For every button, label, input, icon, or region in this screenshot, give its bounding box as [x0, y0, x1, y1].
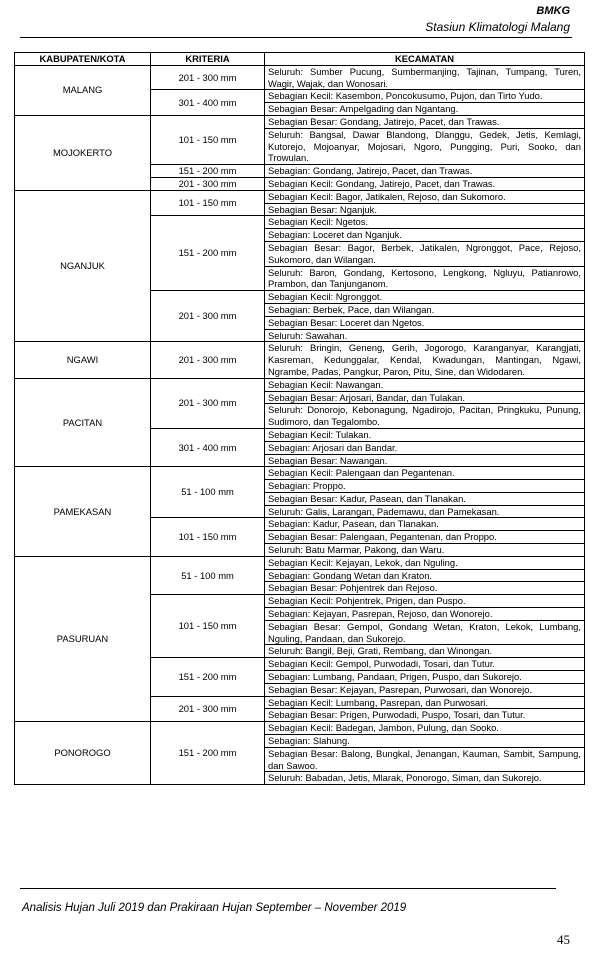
page-number: 45 [557, 932, 570, 947]
kabupaten-cell: NGAWI [15, 342, 151, 378]
kriteria-cell: 201 - 300 mm [151, 177, 265, 190]
kecamatan-cell: Sebagian Kecil: Ngetos. [265, 216, 585, 229]
kecamatan-cell: Sebagian Kecil: Palengaan dan Pegantenan. [265, 467, 585, 480]
kecamatan-cell: Sebagian Besar: Balong, Bungkal, Jenangan, Kauman, Sambit, Sampung, dan Sawoo. [265, 747, 585, 772]
kabupaten-cell: PASURUAN [15, 556, 151, 721]
kabupaten-cell: PONOROGO [15, 722, 151, 785]
column-header-kriteria: KRITERIA [151, 53, 265, 66]
kriteria-cell: 101 - 150 mm [151, 518, 265, 556]
kecamatan-cell: Sebagian Kecil: Gempol, Purwodadi, Tosari, dan Tutur. [265, 658, 585, 671]
table-row [15, 342, 585, 378]
table-row [15, 115, 585, 128]
table-body [15, 65, 585, 784]
header-org: BMKG [536, 5, 570, 17]
table-row [15, 378, 585, 391]
kabupaten-cell: PAMEKASAN [15, 467, 151, 557]
kabupaten-cell: MOJOKERTO [15, 115, 151, 190]
kecamatan-cell: Sebagian: Loceret dan Nganjuk. [265, 229, 585, 242]
kecamatan-cell: Seluruh: Bangsal, Dawar Blandong, Dlanggu, Gedek, Jetis, Kemlagi, Kutorejo, Mojoanyar, Mojosari, Ngoro, Pungging, Puri, Sooko, dan Trowulan. [265, 128, 585, 164]
kecamatan-cell: Sebagian: Proppo. [265, 480, 585, 493]
kriteria-cell: 151 - 200 mm [151, 216, 265, 291]
kecamatan-cell: Seluruh: Bringin, Geneng, Gerih, Jogorogo, Karanganyar, Karangjati, Kasreman, Kedunggalar, Kendal, Kwadungan, Mantingan, Ngawi, Ngrambe, Padas, Pangkur, Paron, Pitu, Sine, dan Widodaren. [265, 342, 585, 378]
table-row [15, 722, 585, 735]
kriteria-cell: 101 - 150 mm [151, 190, 265, 216]
kecamatan-cell: Sebagian Besar: Prigen, Purwodadi, Puspo, Tosari, dan Tutur. [265, 709, 585, 722]
kriteria-cell: 301 - 400 mm [151, 428, 265, 466]
table-row [15, 65, 585, 90]
kecamatan-cell: Seluruh: Sumber Pucung, Sumbermanjing, Tajinan, Tumpang, Turen, Wagir, Wajak, dan Wonosari. [265, 65, 585, 90]
kecamatan-cell: Sebagian Besar: Loceret dan Ngetos. [265, 316, 585, 329]
kecamatan-cell: Sebagian Kecil: Badegan, Jambon, Pulung, dan Sooko. [265, 722, 585, 735]
kecamatan-cell: Seluruh: Galis, Larangan, Pademawu, dan Pamekasan. [265, 505, 585, 518]
kecamatan-cell: Sebagian Kecil: Pohjentrek, Prigen, dan Puspo. [265, 595, 585, 608]
kecamatan-cell: Sebagian: Lumbang, Pandaan, Prigen, Puspo, dan Sukorejo. [265, 671, 585, 684]
kecamatan-cell: Sebagian: Gondang, Jatirejo, Pacet, dan Trawas. [265, 165, 585, 178]
kecamatan-cell: Seluruh: Sawahan. [265, 329, 585, 342]
kecamatan-cell: Seluruh: Bangil, Beji, Grati, Rembang, dan Winongan. [265, 645, 585, 658]
kriteria-cell: 151 - 200 mm [151, 722, 265, 785]
kecamatan-cell: Sebagian Besar: Nawangan. [265, 454, 585, 467]
kecamatan-cell: Sebagian Besar: Kadur, Pasean, dan Tlanakan. [265, 492, 585, 505]
kecamatan-cell: Sebagian Besar: Bagor, Berbek, Jatikalen, Ngronggot, Pace, Rejoso, Sukomoro, dan Wilangan. [265, 241, 585, 266]
kecamatan-cell: Sebagian: Gondang Wetan dan Kraton. [265, 569, 585, 582]
kecamatan-cell: Sebagian Besar: Kejayan, Pasrepan, Purwosari, dan Wonorejo. [265, 683, 585, 696]
kriteria-cell: 51 - 100 mm [151, 556, 265, 594]
kecamatan-cell: Sebagian Kecil: Lumbang, Pasrepan, dan Purwosari. [265, 696, 585, 709]
kecamatan-cell: Sebagian Besar: Gondang, Jatirejo, Pacet, dan Trawas. [265, 115, 585, 128]
kecamatan-cell: Sebagian Kecil: Kejayan, Lekok, dan Nguling. [265, 556, 585, 569]
kecamatan-cell: Sebagian Kecil: Kasembon, Poncokusumo, Pujon, dan Tirto Yudo. [265, 90, 585, 103]
kecamatan-cell: Sebagian Kecil: Ngronggot. [265, 291, 585, 304]
kriteria-cell: 151 - 200 mm [151, 658, 265, 696]
table-row [15, 467, 585, 480]
kecamatan-cell: Sebagian Kecil: Gondang, Jatirejo, Pacet, dan Trawas. [265, 177, 585, 190]
footer-rule [20, 888, 556, 889]
kecamatan-cell: Seluruh: Babadan, Jetis, Mlarak, Ponorogo, Siman, dan Sukorejo. [265, 772, 585, 785]
kecamatan-cell: Sebagian Besar: Nganjuk. [265, 203, 585, 216]
kecamatan-cell: Sebagian Besar: Gempol, Gondang Wetan, Kraton, Lekok, Lumbang, Nguling, Pandaan, dan Sukorejo. [265, 620, 585, 645]
kriteria-cell: 201 - 300 mm [151, 378, 265, 428]
table-header-row [15, 53, 585, 66]
rainfall-table [14, 52, 585, 785]
kecamatan-cell: Sebagian: Berbek, Pace, dan Wilangan. [265, 303, 585, 316]
kriteria-cell: 201 - 300 mm [151, 65, 265, 90]
kriteria-cell: 201 - 300 mm [151, 291, 265, 342]
kriteria-cell: 201 - 300 mm [151, 696, 265, 722]
kriteria-cell: 101 - 150 mm [151, 115, 265, 164]
kriteria-cell: 151 - 200 mm [151, 165, 265, 178]
kabupaten-cell: NGANJUK [15, 190, 151, 342]
kecamatan-cell: Sebagian: Kejayan, Pasrepan, Rejoso, dan Wonorejo. [265, 608, 585, 621]
kecamatan-cell: Sebagian Kecil: Tulakan. [265, 428, 585, 441]
kecamatan-cell: Sebagian Besar: Pohjentrek dan Rejoso. [265, 582, 585, 595]
kecamatan-cell: Seluruh: Batu Marmar, Pakong, dan Waru. [265, 544, 585, 557]
kabupaten-cell: MALANG [15, 65, 151, 115]
kriteria-cell: 301 - 400 mm [151, 90, 265, 116]
kecamatan-cell: Sebagian: Kadur, Pasean, dan Tlanakan. [265, 518, 585, 531]
kecamatan-cell: Sebagian Besar: Palengaan, Pegantenan, dan Proppo. [265, 531, 585, 544]
kecamatan-cell: Sebagian: Slahung. [265, 735, 585, 748]
column-header-kecamatan: KECAMATAN [265, 53, 585, 66]
footer-text: Analisis Hujan Juli 2019 dan Prakiraan Hujan September – November 2019 [22, 902, 407, 914]
kecamatan-cell: Sebagian: Arjosari dan Bandar. [265, 441, 585, 454]
kabupaten-cell: PACITAN [15, 378, 151, 467]
kriteria-cell: 51 - 100 mm [151, 467, 265, 518]
kecamatan-cell: Seluruh: Baron, Gondang, Kertosono, Lengkong, Ngluyu, Patianrowo, Prambon, dan Tanjunganom. [265, 266, 585, 291]
kecamatan-cell: Sebagian Kecil: Nawangan. [265, 378, 585, 391]
kecamatan-cell: Sebagian Besar: Arjosari, Bandar, dan Tulakan. [265, 391, 585, 404]
kecamatan-cell: Seluruh: Donorojo, Kebonagung, Ngadirojo, Pacitan, Pringkuku, Punung, Sudimoro, dan Tegalombo. [265, 404, 585, 429]
kecamatan-cell: Sebagian Kecil: Bagor, Jatikalen, Rejoso, dan Sukomoro. [265, 190, 585, 203]
kriteria-cell: 101 - 150 mm [151, 595, 265, 658]
table-row [15, 556, 585, 569]
header-rule [20, 37, 572, 38]
kecamatan-cell: Sebagian Besar: Ampelgading dan Ngantang. [265, 103, 585, 116]
column-header-kabupaten: KABUPATEN/KOTA [15, 53, 151, 66]
kriteria-cell: 201 - 300 mm [151, 342, 265, 378]
header-station: Stasiun Klimatologi Malang [425, 20, 570, 34]
table-row [15, 190, 585, 203]
